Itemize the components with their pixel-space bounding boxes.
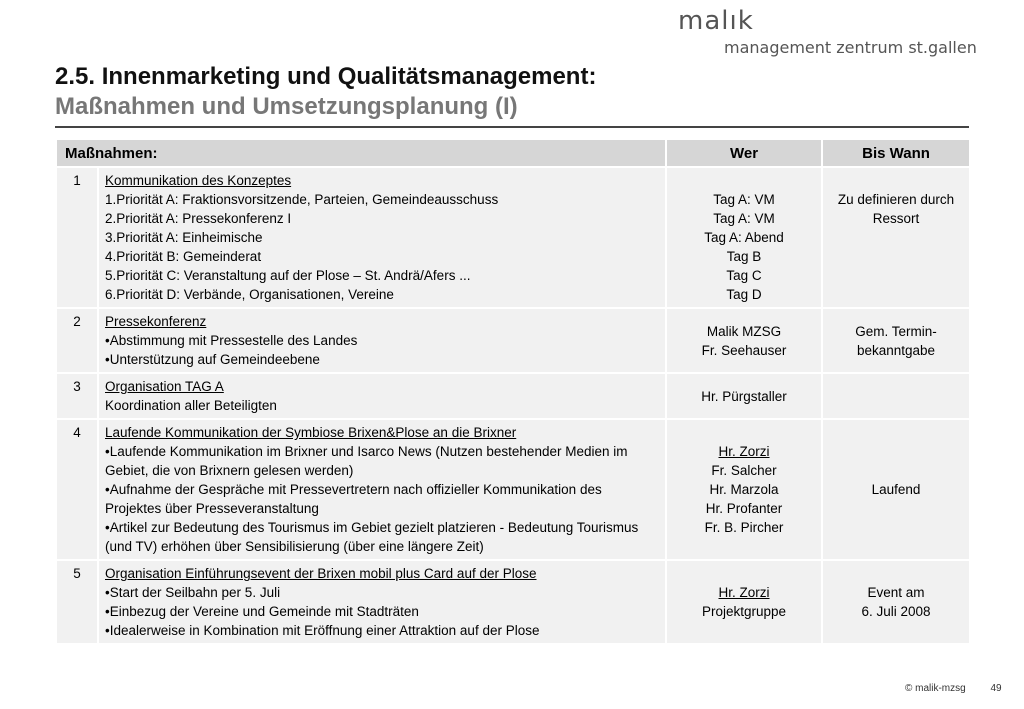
responsible-person: Tag A: VM xyxy=(713,211,775,226)
page-subtitle: Maßnahmen und Umsetzungsplanung (I) xyxy=(55,93,518,120)
row-number: 5 xyxy=(57,561,97,643)
deadline-text: Event am xyxy=(867,585,925,600)
deadline-text: Zu definieren durch xyxy=(837,192,955,207)
header-until: Bis Wann xyxy=(823,140,969,166)
responsible-person: Hr. Marzola xyxy=(709,482,779,497)
responsible-person: Tag D xyxy=(726,287,762,302)
row-number: 4 xyxy=(57,420,97,559)
measure-heading: Kommunikation des Konzeptes xyxy=(105,173,292,188)
measure-item: 3.Priorität A: Einheimische xyxy=(105,230,263,245)
row-number: 2 xyxy=(57,309,97,372)
responsible-person: Projektgruppe xyxy=(701,604,787,619)
footer xyxy=(905,683,1002,694)
measure-item: Koordination aller Beteiligten xyxy=(105,398,277,413)
measure-item: 4.Priorität B: Gemeinderat xyxy=(105,249,262,264)
measure-item: •Artikel zur Bedeutung des Tourismus im Gebiet gezielt platzieren - Bedeutung Tourismus (und TV) erhöhen über Sensibilisierung (über eine längere Zeit) xyxy=(105,520,639,554)
deadline-cell xyxy=(823,561,969,643)
malik-logo xyxy=(678,6,978,56)
table-row xyxy=(57,309,969,372)
deadline-text: Laufend xyxy=(871,482,921,497)
responsible-person: Hr. Pürgstaller xyxy=(701,388,787,404)
measure-description xyxy=(99,309,665,372)
deadline-cell xyxy=(823,309,969,372)
measure-heading: Organisation Einführungsevent der Brixen mobil plus Card auf der Plose xyxy=(105,566,537,581)
responsible-cell xyxy=(667,420,821,559)
logo-tagline: management zentrum st.gallen xyxy=(724,38,977,57)
responsible-cell xyxy=(667,168,821,307)
measure-description xyxy=(99,168,665,307)
measure-heading: Organisation TAG A xyxy=(105,379,224,394)
measure-item: 5.Priorität C: Veranstaltung auf der Plose – St. Andrä/Afers ... xyxy=(105,268,471,283)
deadline-cell xyxy=(823,168,969,307)
deadline-cell xyxy=(823,420,969,559)
page-title: 2.5. Innenmarketing und Qualitätsmanagement: xyxy=(55,63,597,90)
table-row xyxy=(57,168,969,307)
measure-heading: Laufende Kommunikation der Symbiose Brixen&Plose an die Brixner xyxy=(105,425,517,440)
measure-item: 6.Priorität D: Verbände, Organisationen, Vereine xyxy=(105,287,394,302)
deadline-cell xyxy=(823,374,969,418)
responsible-person: Tag C xyxy=(726,268,762,283)
responsible-cell xyxy=(667,374,821,418)
measure-item: •Idealerweise in Kombination mit Eröffnung einer Attraktion auf der Plose xyxy=(105,623,540,638)
measure-item: •Laufende Kommunikation im Brixner und Isarco News (Nutzen bestehender Medien im Gebiet, die von Brixnern gelesen werden) xyxy=(105,444,628,478)
logo-wordmark: malık xyxy=(678,6,754,36)
measures-table xyxy=(55,138,971,645)
measure-item: 2.Priorität A: Pressekonferenz I xyxy=(105,211,292,226)
title-divider xyxy=(55,126,969,128)
responsible-person: Fr. Salcher xyxy=(711,463,777,478)
measure-description xyxy=(99,420,665,559)
responsible-person: Tag B xyxy=(726,249,762,264)
responsible-person: Fr. Seehauser xyxy=(701,342,787,358)
measure-item: •Unterstützung auf Gemeindeebene xyxy=(105,352,320,367)
measure-description xyxy=(99,561,665,643)
deadline-text: Ressort xyxy=(872,211,920,226)
responsible-person: Hr. Zorzi xyxy=(718,444,770,459)
table-header-row xyxy=(57,140,969,166)
deadline-text: Gem. Termin- xyxy=(855,323,937,339)
measure-item: •Einbezug der Vereine und Gemeinde mit Stadträten xyxy=(105,604,419,619)
copyright-text: © malik-mzsg xyxy=(905,683,966,694)
measure-item: •Start der Seilbahn per 5. Juli xyxy=(105,585,281,600)
measure-item: 1.Priorität A: Fraktionsvorsitzende, Parteien, Gemeindeausschuss xyxy=(105,192,499,207)
row-number: 1 xyxy=(57,168,97,307)
responsible-cell xyxy=(667,561,821,643)
header-measures: Maßnahmen: xyxy=(57,140,665,166)
responsible-person: Hr. Profanter xyxy=(705,501,783,516)
table-row xyxy=(57,420,969,559)
measure-heading: Pressekonferenz xyxy=(105,314,207,329)
responsible-cell xyxy=(667,309,821,372)
responsible-person: Tag A: VM xyxy=(713,192,775,207)
responsible-person: Malik MZSG xyxy=(706,323,782,339)
page-number: 49 xyxy=(990,683,1002,694)
responsible-person: Fr. B. Pircher xyxy=(704,520,784,535)
header-who: Wer xyxy=(667,140,821,166)
deadline-text: 6. Juli 2008 xyxy=(861,604,931,619)
measure-item: •Abstimmung mit Pressestelle des Landes xyxy=(105,333,358,348)
responsible-person: Hr. Zorzi xyxy=(718,585,770,600)
responsible-person: Tag A: Abend xyxy=(704,230,784,245)
table-row xyxy=(57,561,969,643)
measure-item: •Aufnahme der Gespräche mit Pressevertretern nach offizieller Kommunikation des Projektes über Presseveranstaltung xyxy=(105,482,602,516)
deadline-text: bekanntgabe xyxy=(856,342,936,358)
table-row xyxy=(57,374,969,418)
row-number: 3 xyxy=(57,374,97,418)
measure-description xyxy=(99,374,665,418)
